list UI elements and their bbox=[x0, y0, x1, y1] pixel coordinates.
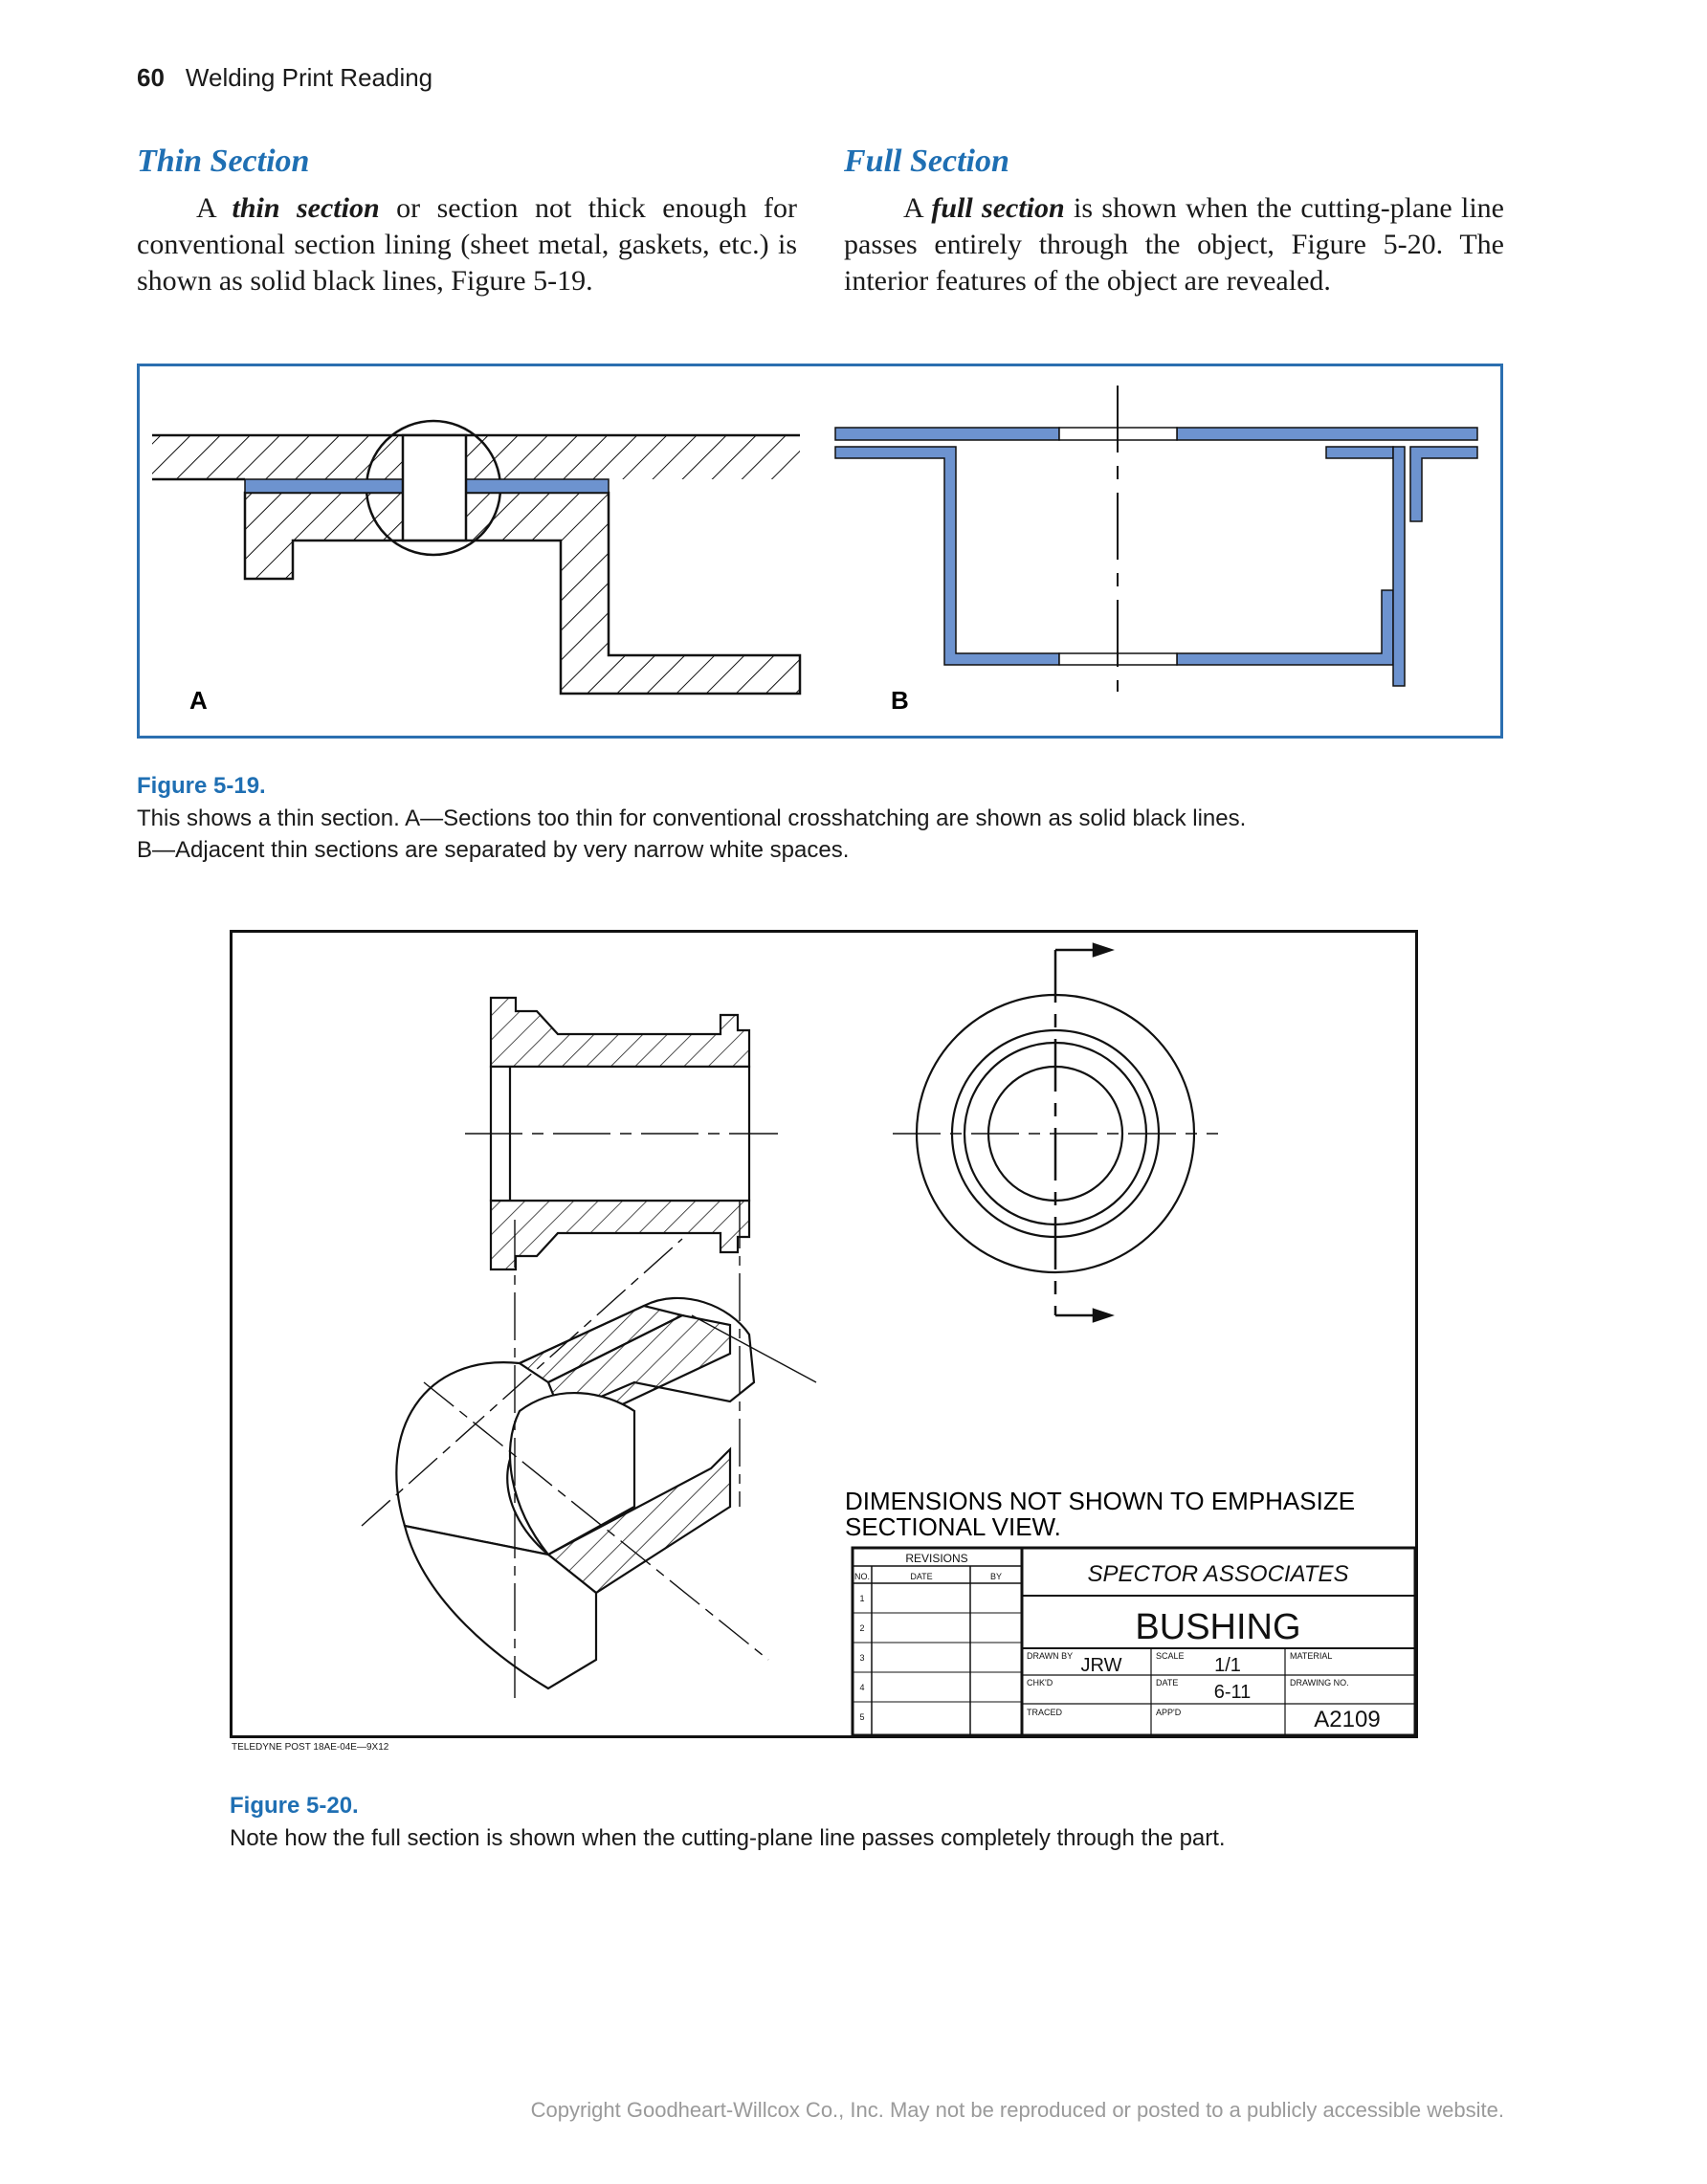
figure-19-caption bbox=[137, 803, 1505, 866]
part-name: BUSHING bbox=[1135, 1607, 1301, 1647]
figure-19-caption-line-1: This shows a thin section. A—Sections too thin for conventional crosshatching are shown as solid black lines. bbox=[137, 805, 1247, 831]
revisions-label: REVISIONS bbox=[905, 1552, 968, 1565]
figure-19-title: Figure 5-19. bbox=[137, 773, 266, 799]
figure-20-title: Figure 5-20. bbox=[230, 1793, 359, 1819]
rivet-shank bbox=[403, 435, 466, 540]
figure-19-frame bbox=[137, 364, 1503, 739]
drawn-by-value: JRW bbox=[1080, 1655, 1122, 1676]
traced-label: TRACED bbox=[1027, 1708, 1063, 1717]
rev-row-1: 1 bbox=[859, 1594, 865, 1603]
thin-sheet-assembly bbox=[835, 428, 1477, 686]
rev-row-5: 5 bbox=[859, 1712, 865, 1722]
label-b: B bbox=[891, 686, 909, 715]
scale-value: 1/1 bbox=[1214, 1655, 1241, 1676]
figure-20-caption: Note how the full section is shown when the cutting-plane line passes completely through the part. bbox=[230, 1825, 1226, 1851]
thin-section-heading: Thin Section bbox=[137, 143, 310, 179]
drawing-no-value: A2109 bbox=[1314, 1707, 1381, 1732]
col-by-label: BY bbox=[989, 1572, 1003, 1581]
thin-section-body: or section not thick enough for conventional section lining (sheet metal, gaskets, etc.) is shown as solid black lines, Figure 5-19. bbox=[137, 192, 798, 297]
note-line-1: DIMENSIONS NOT SHOWN TO EMPHASIZE bbox=[845, 1487, 1356, 1515]
figure-19-caption-line-2: B—Adjacent thin sections are separated by very narrow white spaces. bbox=[137, 837, 850, 863]
running-header bbox=[137, 63, 432, 93]
date-value: 6-11 bbox=[1213, 1682, 1252, 1703]
rev-row-2: 2 bbox=[859, 1623, 865, 1633]
note-line-2: SECTIONAL VIEW. bbox=[845, 1512, 1061, 1541]
full-section-heading: Full Section bbox=[844, 143, 1009, 179]
full-section-lead: A bbox=[903, 192, 932, 224]
drawing-no-label: DRAWING NO. bbox=[1290, 1678, 1349, 1688]
book-title: Welding Print Reading bbox=[185, 63, 433, 92]
figure-20-drawing bbox=[233, 933, 1415, 1735]
col-no-label: NO. bbox=[854, 1572, 871, 1581]
date-label: DATE bbox=[1156, 1678, 1179, 1688]
thin-section-lead: A bbox=[196, 192, 233, 224]
appd-label: APP'D bbox=[1156, 1708, 1182, 1717]
chkd-label: CHK'D bbox=[1027, 1678, 1053, 1688]
copyright-footer: Copyright Goodheart-Willcox Co., Inc. May not be reproduced or posted to a publicly accessible website. bbox=[530, 2098, 1504, 2122]
form-code: TELEDYNE POST 18AE-04E—9X12 bbox=[232, 1742, 389, 1753]
angle-part bbox=[245, 493, 800, 694]
page-number: 60 bbox=[137, 63, 165, 92]
label-a: A bbox=[189, 686, 208, 715]
material-label: MATERIAL bbox=[1290, 1651, 1333, 1661]
figure-20-frame bbox=[230, 930, 1418, 1738]
figure-19-drawing bbox=[140, 366, 1500, 736]
col-date-label: DATE bbox=[910, 1572, 933, 1581]
company-name: SPECTOR ASSOCIATES bbox=[1087, 1561, 1349, 1587]
full-section-term: full section bbox=[931, 192, 1065, 224]
thin-section-paragraph bbox=[137, 190, 797, 299]
scale-label: SCALE bbox=[1156, 1651, 1185, 1661]
rev-row-3: 3 bbox=[859, 1653, 865, 1663]
rev-row-4: 4 bbox=[859, 1683, 865, 1692]
bushing-pictorial-view bbox=[396, 1298, 754, 1688]
thin-section-term: thin section bbox=[232, 192, 380, 224]
full-section-body: is shown when the cutting-plane line passes entirely through the object, Figure 5-20. The interior features of the object are revealed. bbox=[844, 192, 1504, 297]
drawn-by-label: DRAWN BY bbox=[1027, 1651, 1074, 1661]
full-section-paragraph bbox=[844, 190, 1504, 299]
